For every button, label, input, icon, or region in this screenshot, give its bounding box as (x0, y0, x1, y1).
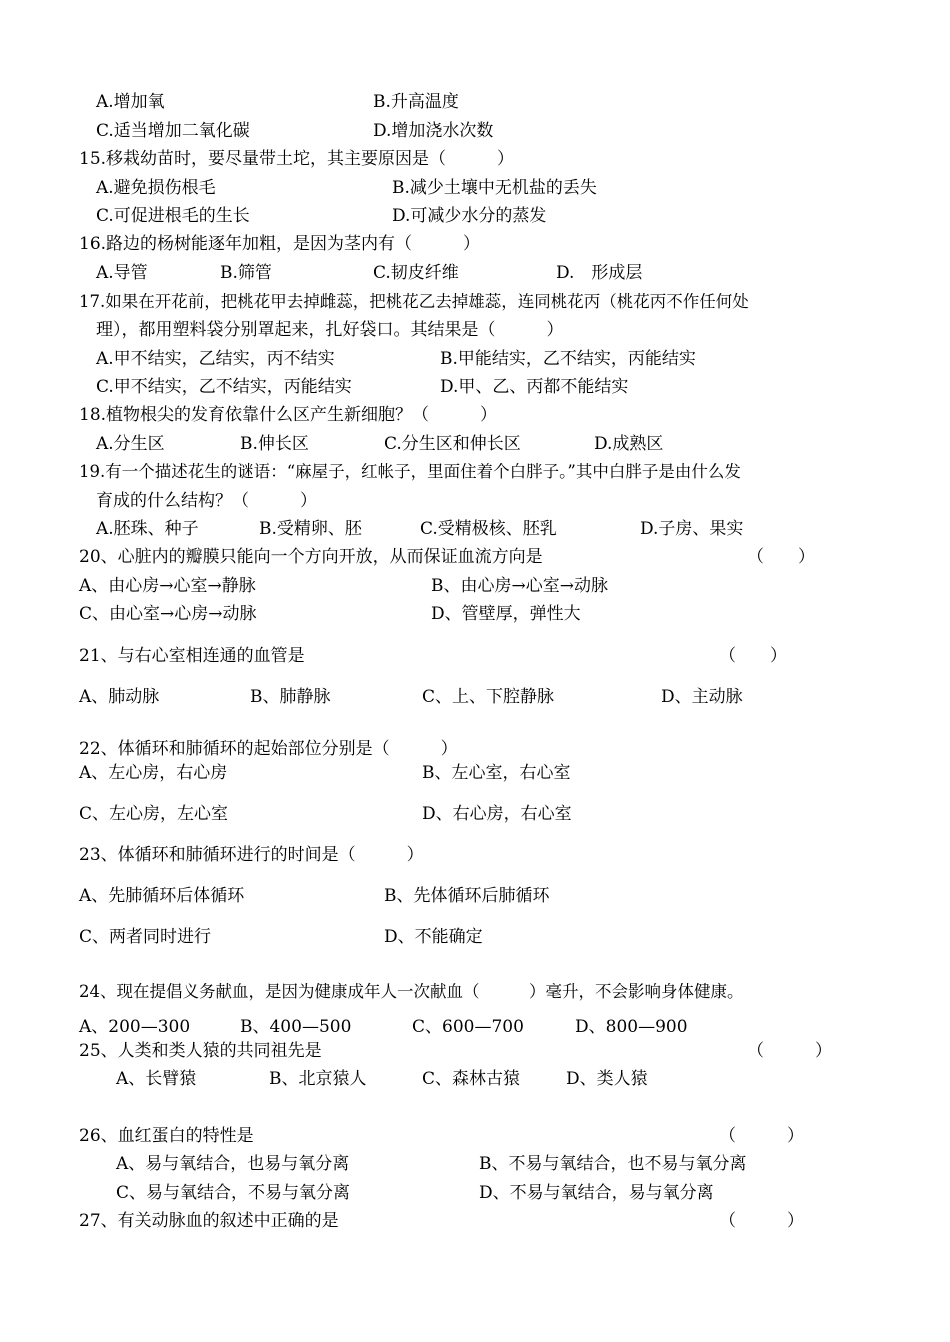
option-text: A.分生区 (96, 434, 165, 454)
answer-bracket: （ ） (719, 1211, 804, 1231)
option-text: A.导管 (96, 263, 148, 283)
option-text: B、由心房→心室→动脉 (431, 576, 608, 596)
answer-bracket: （ ） (719, 646, 787, 666)
option-text: A、易与氧结合，也易与氧分离 (116, 1154, 350, 1174)
option-text: C.韧皮纤维 (373, 263, 459, 283)
option-text: D、800—900 (575, 1017, 688, 1037)
question-text: 27、有关动脉血的叙述中正确的是 (79, 1211, 339, 1231)
option-text: C、森林古猿 (422, 1069, 521, 1089)
question-text: 15.移栽幼苗时，要尽量带土坨，其主要原因是（ ） (79, 149, 515, 169)
option-text: C、600—700 (412, 1017, 524, 1037)
option-text: B.升高温度 (373, 92, 459, 112)
option-text: A、200—300 (79, 1017, 191, 1037)
question-text: 18.植物根尖的发育依靠什么区产生新细胞？（ ） (79, 405, 498, 425)
option-text: B.伸长区 (240, 434, 309, 454)
option-text: C.甲不结实，乙不结实，丙能结实 (96, 377, 352, 397)
option-text: B、不易与氧结合，也不易与氧分离 (479, 1154, 747, 1174)
option-text: A、肺动脉 (79, 687, 160, 707)
option-text: A.增加氧 (96, 92, 165, 112)
option-text: B.受精卵、胚 (259, 519, 362, 539)
answer-bracket: （ ） (747, 1041, 832, 1061)
option-text: B、北京猿人 (269, 1069, 367, 1089)
question-text: 育成的什么结构？（ ） (96, 491, 317, 511)
option-text: D.子房、果实 (640, 519, 744, 539)
option-text: A、左心房，右心房 (79, 763, 228, 783)
option-text: D.成熟区 (594, 434, 664, 454)
option-text: C.适当增加二氧化碳 (96, 121, 250, 141)
question-text: 24、现在提倡义务献血，是因为健康成年人一次献血（ ）毫升，不会影响身体健康。 (79, 982, 744, 1001)
option-text: C、两者同时进行 (79, 927, 212, 947)
option-text: B.减少土壤中无机盐的丢失 (392, 178, 597, 198)
question-text: 25、人类和类人猿的共同祖先是 (79, 1041, 322, 1061)
question-text: 26、血红蛋白的特性是 (79, 1126, 254, 1146)
option-text: C.分生区和伸长区 (384, 434, 521, 454)
option-text: A.避免损伤根毛 (96, 178, 216, 198)
option-text: B、先体循环后肺循环 (384, 886, 550, 906)
option-text: D、右心房，右心室 (422, 804, 572, 824)
question-text: 16.路边的杨树能逐年加粗，是因为茎内有（ ） (79, 234, 481, 254)
option-text: D、不能确定 (384, 927, 483, 947)
option-text: D.可减少水分的蒸发 (392, 206, 547, 226)
option-text: D、管壁厚，弹性大 (431, 604, 581, 624)
question-text: 22、体循环和肺循环的起始部位分别是（ ） (79, 739, 458, 759)
option-text: A、长臂猿 (116, 1069, 197, 1089)
question-text: 理），都用塑料袋分别罩起来，扎好袋口。其结果是（ ） (96, 320, 564, 340)
question-text: 20、心脏内的瓣膜只能向一个方向开放，从而保证血流方向是 (79, 547, 543, 567)
option-text: D、主动脉 (661, 687, 743, 707)
option-text: D、类人猿 (566, 1069, 648, 1089)
option-text: C、易与氧结合，不易与氧分离 (116, 1183, 351, 1203)
answer-bracket: （ ） (747, 547, 815, 567)
answer-bracket: （ ） (719, 1126, 804, 1146)
option-text: D、不易与氧结合，易与氧分离 (479, 1183, 714, 1203)
option-text: D.甲、乙、丙都不能结实 (440, 377, 629, 397)
option-text: B、左心室，右心室 (422, 763, 571, 783)
option-text: B.筛管 (220, 263, 272, 283)
option-text: C、左心房，左心室 (79, 804, 229, 824)
option-text: A.胚珠、种子 (96, 519, 199, 539)
option-text: C、上、下腔静脉 (422, 687, 555, 707)
question-text: 19.有一个描述花生的谜语：“麻屋子，红帐子，里面住着个白胖子。”其中白胖子是由什么发 (79, 462, 741, 481)
option-text: B.甲能结实，乙不结实，丙能结实 (440, 349, 696, 369)
question-text: 23、体循环和肺循环进行的时间是（ ） (79, 845, 424, 865)
option-text: A、由心房→心室→静脉 (79, 576, 256, 596)
option-text: A.甲不结实，乙结实，丙不结实 (96, 349, 335, 369)
option-text: C.受精极核、胚乳 (420, 519, 557, 539)
option-text: C、由心室→心房→动脉 (79, 604, 257, 624)
option-text: A、先肺循环后体循环 (79, 886, 245, 906)
option-text: C.可促进根毛的生长 (96, 206, 250, 226)
option-text: D. 形成层 (556, 263, 643, 283)
option-text: B、400—500 (240, 1017, 352, 1037)
option-text: B、肺静脉 (250, 687, 331, 707)
option-text: D.增加浇水次数 (373, 121, 494, 141)
question-text: 17.如果在开花前，把桃花甲去掉雌蕊，把桃花乙去掉雄蕊，连同桃花丙（桃花丙不作任何处 (79, 292, 749, 311)
question-text: 21、与右心室相连通的血管是 (79, 646, 305, 666)
